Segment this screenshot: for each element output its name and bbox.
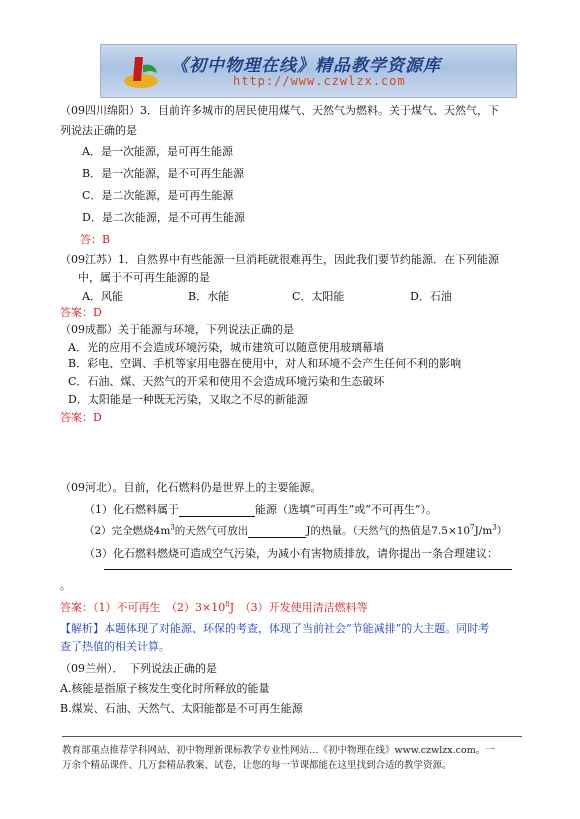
q2-option-d: D．石油 xyxy=(410,290,452,303)
q4-part1 xyxy=(84,501,437,517)
q4-blank-1[interactable] xyxy=(179,504,255,517)
q1-stem-line1: （09四川绵阳）3．目前许多城市的居民使用煤气、天然气为燃料。关于煤气、天然气，下 xyxy=(60,104,499,117)
q4-part2-sup: 3 xyxy=(170,523,175,532)
q4-blank-2[interactable] xyxy=(248,525,306,538)
q1-answer: 答：B xyxy=(80,233,111,246)
q5-stem: （09兰州）． 下列说法正确的是 xyxy=(60,662,217,675)
footer-line2: 万余个精品课件、几万套精品教案、试卷，让您的每一节课都能在这里找到合适的教学资源。 xyxy=(62,760,452,771)
q4-part3: （3）化石燃料燃烧可造成空气污染，为减小有害物质排放，请你提出一条合理建议： xyxy=(84,547,498,560)
q4-answer xyxy=(60,599,368,615)
q5-option-b: B.煤炭、石油、天然气、太阳能都是不可再生能源 xyxy=(60,702,303,715)
q4-answer-text: 答案：（1）不可再生 （2）3×10 xyxy=(60,601,226,614)
q4-part2-close: ） xyxy=(496,525,508,537)
q3-option-d: D．太阳能是一种既无污染，又取之不尽的新能源 xyxy=(68,393,308,406)
q1-option-b: B．是一次能源，是不可再生能源 xyxy=(82,167,245,180)
q3-answer: 答案：D xyxy=(60,411,102,424)
q4-answer-sup: 8 xyxy=(225,600,230,609)
q4-part3-end: 。 xyxy=(60,579,71,592)
q4-part2-sup2: 7 xyxy=(470,523,475,532)
q2-option-a: A．风能 xyxy=(82,290,123,303)
q2-stem-line1: （09江苏）1．自然界中有些能源一旦消耗就很难再生，因此我们要节约能源．在下列能源 xyxy=(60,253,499,266)
q2-option-c: C．太阳能 xyxy=(292,290,345,303)
q1-option-d: D．是二次能源，是不可再生能源 xyxy=(82,211,245,224)
q2-option-b: B．水能 xyxy=(188,290,230,303)
header-banner xyxy=(100,44,517,98)
q4-part2-mid: 的天然气可放出 xyxy=(174,525,249,537)
q2-stem-line2: 中，属于不可再生能源的是 xyxy=(78,271,210,284)
q4-answer-tail: J （3）开发使用清洁燃料等 xyxy=(229,601,368,614)
q4-part2 xyxy=(84,523,507,538)
banner-url[interactable]: http://www.czwlzx.com xyxy=(233,74,406,88)
q3-option-a: A．光的应用不会造成环境污染，城市建筑可以随意使用玻璃幕墙 xyxy=(68,341,384,354)
q4-part1-pre: （1）化石燃料属于 xyxy=(84,503,179,516)
q3-stem: （09成都）关于能源与环境，下列说法正确的是 xyxy=(60,323,294,336)
q3-option-c: C．石油、煤、天然气的开采和使用不会造成环境污染和生态破坏 xyxy=(68,375,385,388)
q4-part2-post: J的热量。（天然气的热值是7.5×10 xyxy=(306,525,471,537)
q1-option-c: C．是二次能源，是可再生能源 xyxy=(82,189,234,202)
q4-blank-3[interactable] xyxy=(104,569,512,570)
footer-divider xyxy=(62,736,522,737)
q4-part2-sup3: 3 xyxy=(492,523,497,532)
q4-stem: （09河北）。目前，化石燃料仍是世界上的主要能源。 xyxy=(60,481,322,494)
q5-option-a: A.核能是指原子核发生变化时所释放的能量 xyxy=(60,682,270,695)
q4-analysis-line1: 【解析】本题体现了对能源、环保的考查，体现了当前社会“节能减排”的大主题。同时考 xyxy=(60,622,490,635)
q4-part1-post: 能源（选填“可再生”或“不可再生”）。 xyxy=(255,503,437,516)
q4-part2-end: J/m xyxy=(474,525,493,537)
q3-option-b: B．彩电、空调、手机等家用电器在使用中，对人和环境不会产生任何不利的影响 xyxy=(68,357,462,370)
logo-icon xyxy=(121,51,161,91)
q4-analysis-line2: 查了热值的相关计算。 xyxy=(60,640,170,653)
q4-part2-pre: （2）完全燃烧4m xyxy=(84,525,171,537)
q1-option-a: A．是一次能源，是可再生能源 xyxy=(82,145,233,158)
footer-line1: 教育部重点推荐学科网站、初中物理新课标教学专业性网站…《初中物理在线》www.czwlzx.com。一 xyxy=(62,745,495,756)
banner-title: 《初中物理在线》精品教学资源库 xyxy=(171,56,441,76)
q2-answer: 答案：D xyxy=(60,306,102,319)
q1-stem-line2: 列说法正确的是 xyxy=(60,124,137,137)
